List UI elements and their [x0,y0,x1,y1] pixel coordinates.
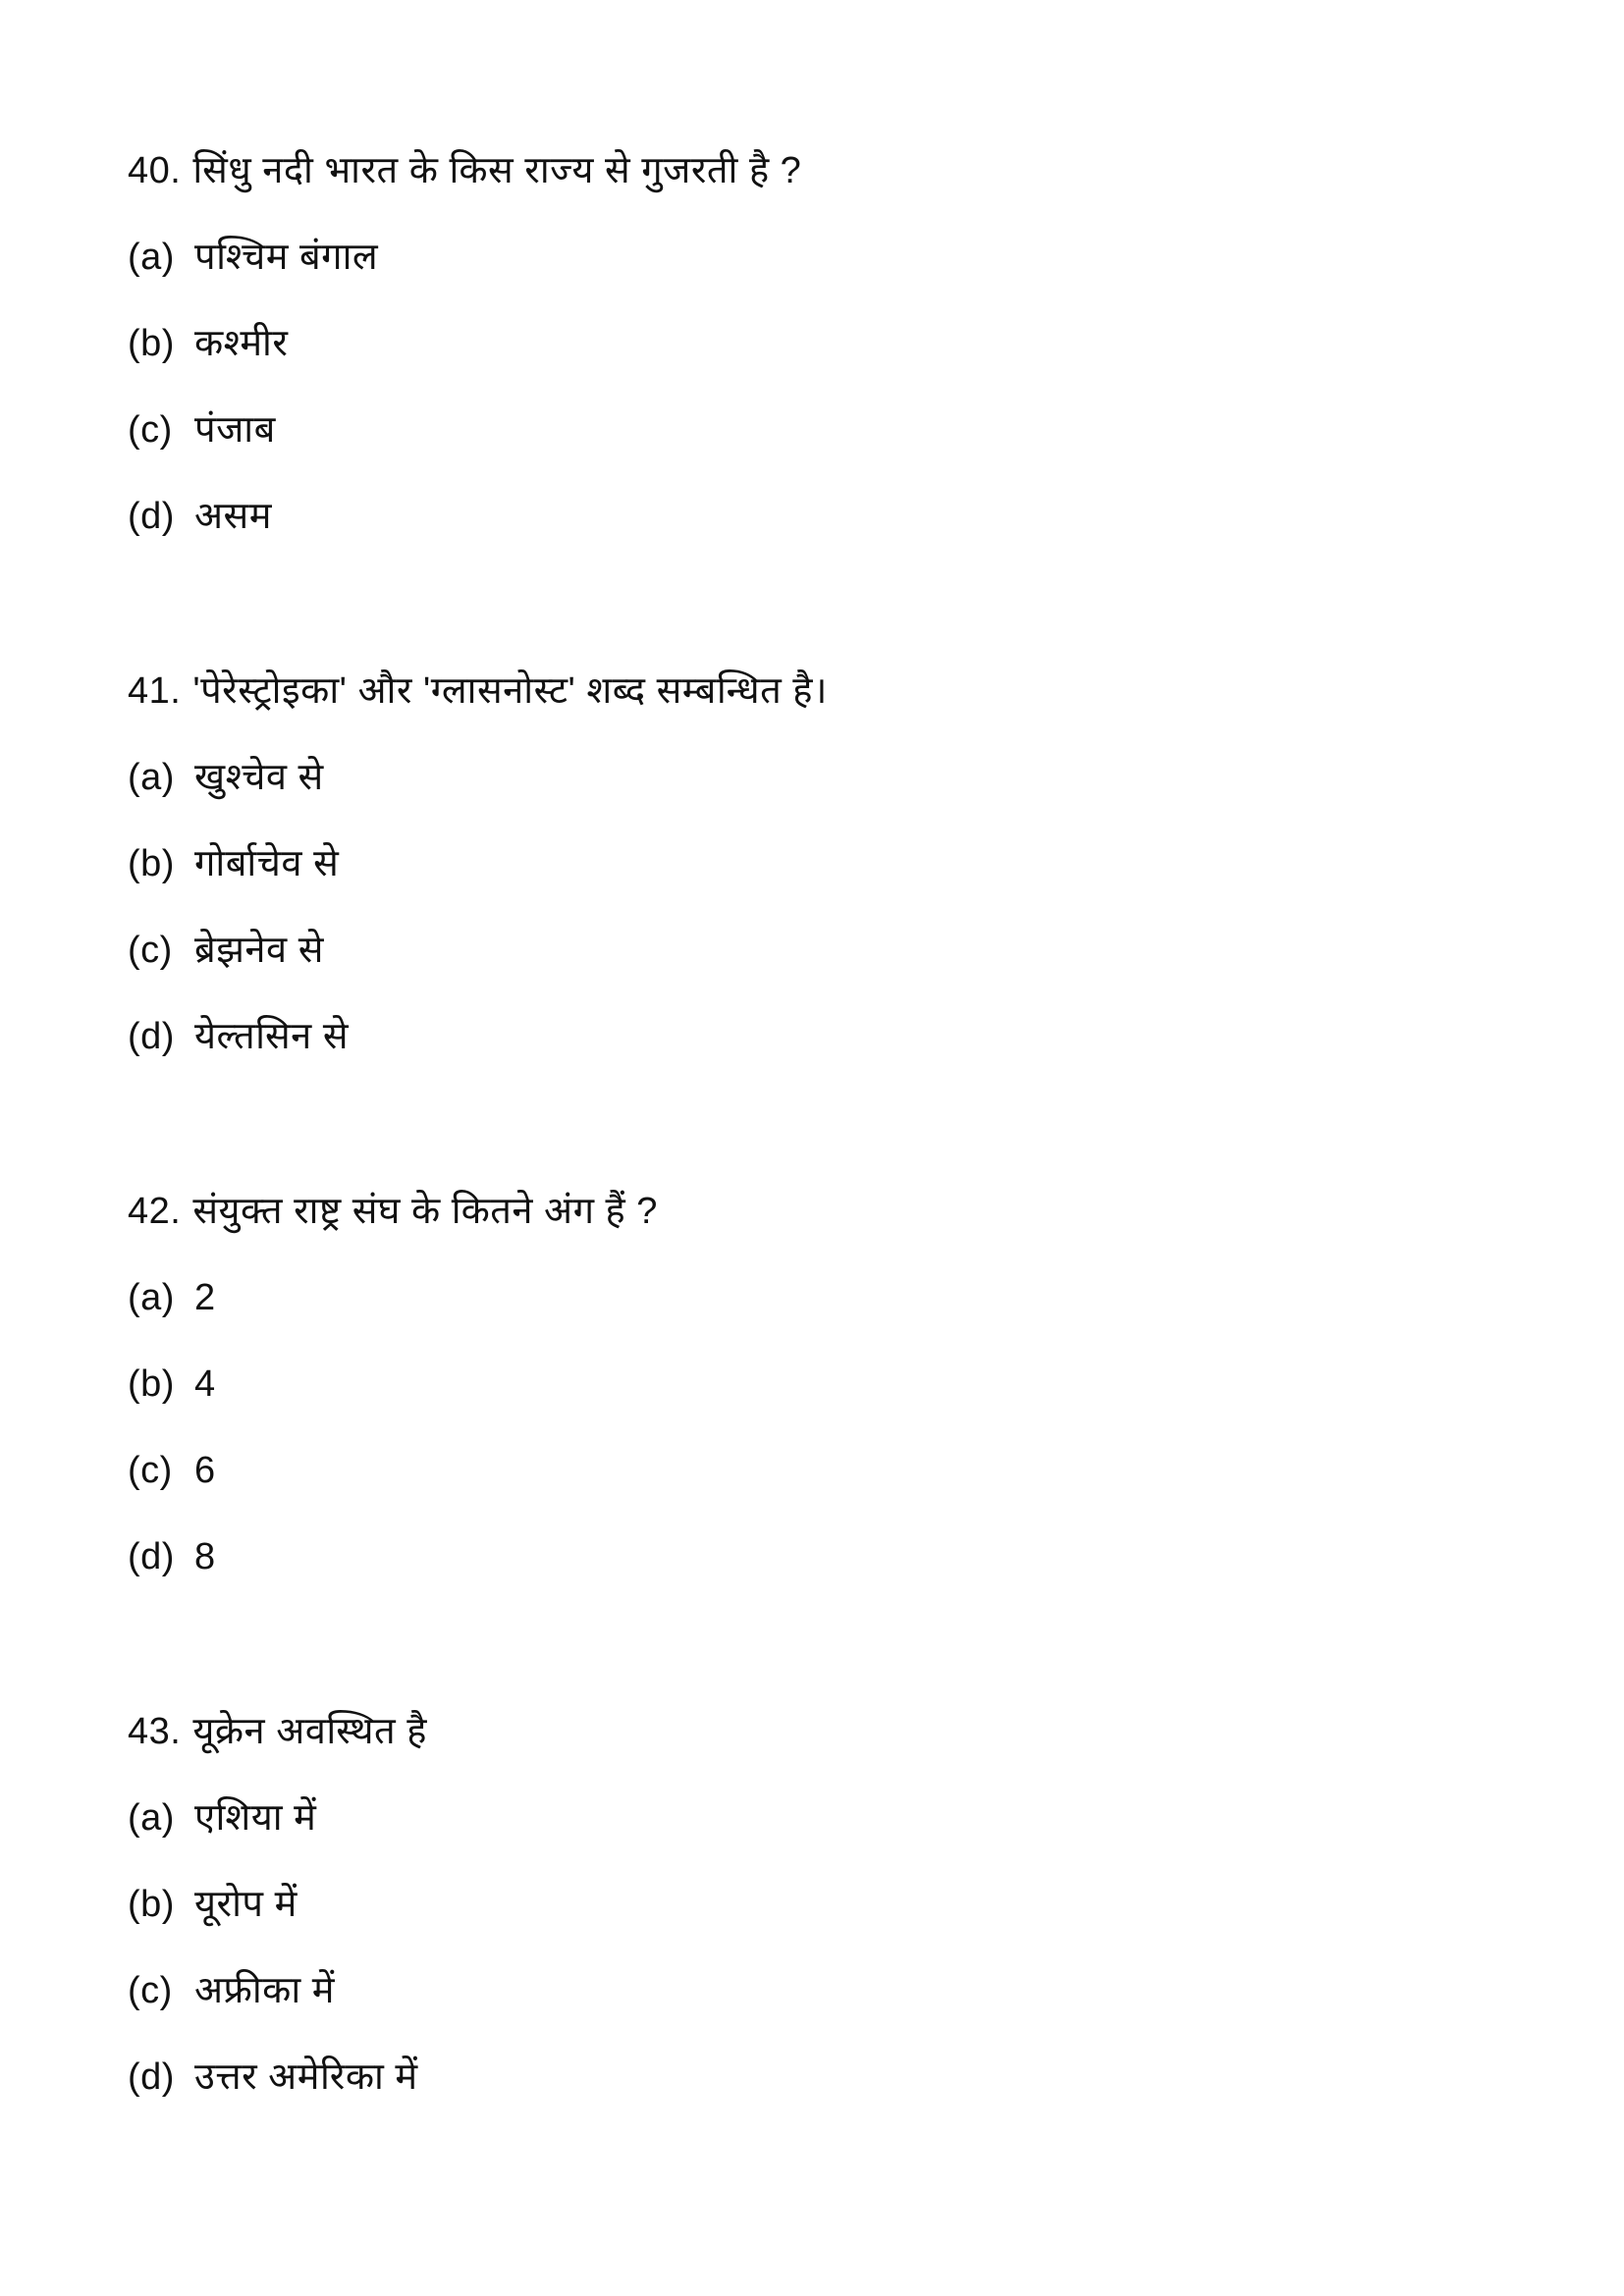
option-d [128,473,1502,560]
question-43 [128,1688,1502,2120]
question-text: 'पेरेस्ट्रोइका' और 'ग्लासनोस्ट' शब्द सम्बन्धित है। [192,670,828,712]
option-a [128,1255,1502,1341]
option-a [128,734,1502,821]
question-number: 41. [128,670,182,712]
question-text: संयुक्त राष्ट्र संघ के कितने अंग हैं ? [192,1191,658,1232]
option-d [128,2034,1502,2120]
option-label: (a) [128,1277,175,1318]
option-label: (d) [128,496,175,537]
option-text: यूरोप में [194,1884,298,1925]
option-label: (a) [128,237,175,278]
option-text: खुश्चेव से [194,757,324,798]
option-label: (b) [128,323,175,364]
option-label: (c) [128,1450,173,1491]
option-a [128,214,1502,300]
question-number: 42. [128,1191,182,1232]
question-42 [128,1168,1502,1600]
option-b [128,821,1502,907]
option-text: 4 [194,1363,216,1405]
option-label: (d) [128,1016,175,1057]
option-c [128,1948,1502,2034]
option-text: येल्तसिन से [194,1016,350,1057]
question-number: 40. [128,150,182,191]
option-c [128,907,1502,993]
option-text: पश्चिम बंगाल [194,237,379,278]
option-label: (a) [128,757,175,798]
question-stem [128,1688,1502,1775]
option-text: एशिया में [194,1797,317,1839]
option-label: (d) [128,1536,175,1577]
option-b [128,300,1502,387]
option-text: 2 [194,1277,216,1318]
question-number: 43. [128,1711,182,1752]
question-stem [128,648,1502,734]
question-stem [128,1168,1502,1255]
option-label: (c) [128,409,173,451]
option-text: कश्मीर [194,323,289,364]
question-stem [128,128,1502,214]
option-b [128,1861,1502,1948]
option-text: गोर्बाचेव से [194,843,340,884]
option-a [128,1775,1502,1861]
option-c [128,1427,1502,1514]
option-text: उत्तर अमेरिका में [194,2056,418,2098]
option-c [128,387,1502,473]
option-text: ब्रेझनेव से [194,930,324,971]
option-text: पंजाब [194,409,276,451]
option-label: (b) [128,1363,175,1405]
option-label: (b) [128,843,175,884]
question-41 [128,648,1502,1080]
option-b [128,1341,1502,1427]
option-text: 8 [194,1536,216,1577]
option-d [128,993,1502,1080]
option-label: (c) [128,1970,173,2011]
question-text: यूक्रेन अवस्थित है [192,1711,427,1752]
option-label: (d) [128,2056,175,2098]
option-text: अफ्रीका में [194,1970,335,2011]
option-text: असम [194,496,272,537]
option-label: (b) [128,1884,175,1925]
option-d [128,1514,1502,1600]
question-40 [128,128,1502,560]
question-text: सिंधु नदी भारत के किस राज्य से गुजरती है ? [192,150,802,191]
option-label: (a) [128,1797,175,1839]
option-text: 6 [194,1450,216,1491]
option-label: (c) [128,930,173,971]
